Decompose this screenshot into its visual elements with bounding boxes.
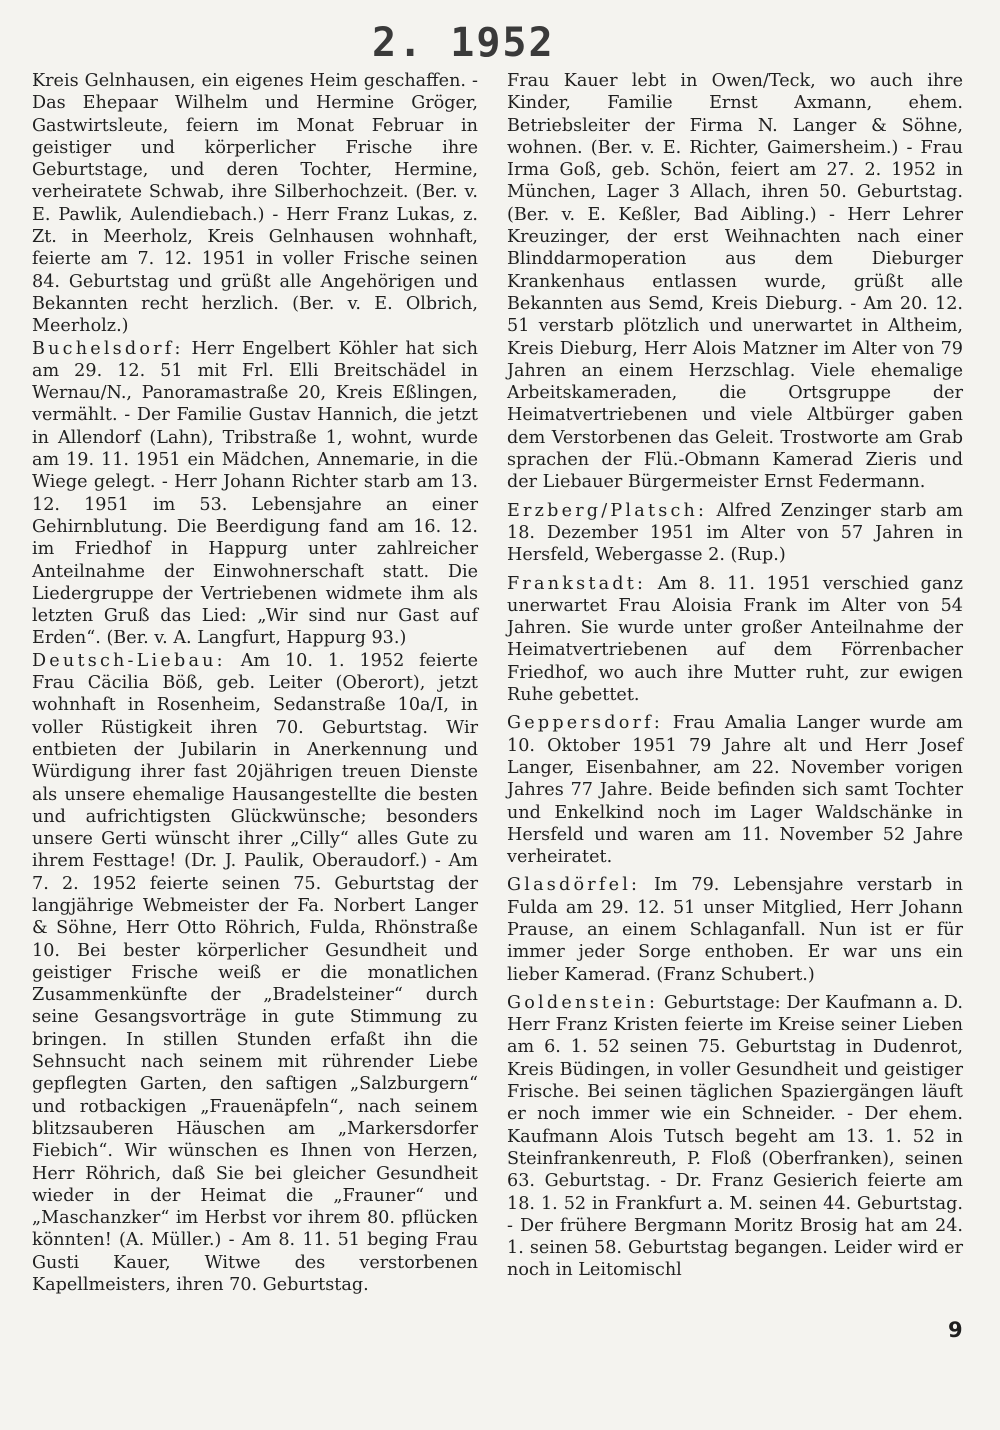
page-number: 9 <box>948 1318 963 1342</box>
entry-geppersdorf <box>507 712 963 868</box>
entry-deutsch-liebau <box>32 650 478 1297</box>
entry-text: Frau Kauer lebt in Owen/Teck, wo auch ihre Kinder, Familie Ernst Axmann, ehem. Betriebsleiter der Firma N. Langer & Söhne, wohnen. (Ber. v. E. Richter, Gaimersheim.) - Frau Irma Goß, geb. Schön, feiert am 27. 2. 1952 in München, Lager 3 Allach, ihren 50. Geburtstag. (Ber. v. E. Keßler, Bad Aibling.) - Herr Lehrer Kreuzinger, der erst Weihnachten nach einer Blinddarmoperation aus dem Dieburger Krankenhaus entlassen wurde, grüßt alle Bekannten aus Semd, Kreis Dieburg. - Am 20. 12. 51 verstarb plötzlich und unerwartet in Altheim, Kreis Dieburg, Herr Alois Matzner im Alter von 79 Jahren an einem Herzschlag. Viele ehemalige Arbeitskameraden, die Ortsgruppe der Heimatvertriebenen und viele Altbürger gaben dem Verstorbenen das Geleit. Trostworte am Grab sprachen der Flü.-Obmann Kamerad Zieris und der Liebauer Bürgermeister Ernst Federmann. <box>507 71 963 493</box>
place-name: Erzberg/Platsch: <box>507 500 708 521</box>
place-name: Buchelsdorf: <box>32 338 184 359</box>
entry-text: Im 79. Lebensjahre verstarb in Fulda am 29. 12. 51 unser Mitglied, Herr Johann Prause, an einem Schlaganfall. Nun ist er für immer jeder Sorge enthoben. Er war uns ein lieber Kamerad. (Franz Schubert.) <box>507 875 963 985</box>
place-name: Goldenstein: <box>507 992 659 1013</box>
entry-text: Geburtstage: Der Kaufmann a. D. Herr Franz Kristen feierte im Kreise seiner Lieben am 6. 1. 52 seinen 75. Geburtstag in Dudenrot, Kreis Büdingen, in voller Gesundheit und geistiger Frische. Bei seinen täglichen Spaziergängen läuft er noch immer wie ein Schneider. - Der ehem. Kaufmann Alois Tutsch begeht am 13. 1. 52 in Steinfrankenreuth, P. Floß (Oberfranken), seinen 63. Geburtstag. - Dr. Franz Gesierich feierte am 18. 1. 52 in Frankfurt a. M. seinen 44. Geburtstag. - Der frühere Bergmann Moritz Brosig hat am 24. 1. seinen 58. Geburtstag begangen. Leider wird er noch in Leitomischl <box>507 992 963 1281</box>
entry-frankstadt <box>507 573 963 707</box>
place-name: Glasdörfel: <box>507 875 641 896</box>
entry-text: Frau Amalia Langer wurde am 10. Oktober 1951 79 Jahre alt und Herr Josef Langer, Eisenbahner, am 22. November vorigen Jahres 77 Jahre. Beide befinden sich samt Tochter und Enkelkind noch im Lager Waldschänke in Hersfeld und waren am 11. November 52 Jahre verheiratet. <box>507 713 963 868</box>
place-name: Deutsch-Liebau: <box>32 650 226 671</box>
entry-text: Herr Engelbert Köhler hat sich am 29. 12. 51 mit Frl. Elli Breitschädel in Wernau/N., Panoramastraße 20, Kreis Eßlingen, vermählt. - Der Familie Gustav Hannich, die jetzt in Allendorf (Lahn), Tribstraße 1, wohnt, wurde am 19. 11. 1951 ein Mädchen, Annemarie, in die Wiege gelegt. - Herr Johann Richter starb am 13. 12. 1951 im 53. Lebensjahre an einer Gehirnblutung. Die Beerdigung fand am 16. 12. im Friedhof in Happurg unter zahlreicher Anteilnahme der Einwohnerschaft statt. Die Liedergruppe der Vertriebenen widmete ihm als letzten Gruß das Lied: „Wir sind nur Gast auf Erden“. (Ber. v. A. Langfurt, Happurg 93.) <box>32 338 478 649</box>
place-name: Geppersdorf: <box>507 713 663 734</box>
entry-goldenstein <box>507 992 963 1282</box>
entry-text: Kreis Gelnhausen, ein eigenes Heim geschaffen. - Das Ehepaar Wilhelm und Hermine Gröger, Gastwirtsleute, feiern im Monat Februar in geistiger und körperlicher Frische ihre Geburtstage, und deren Tochter, Hermine, verheiratete Schwab, ihre Silberhochzeit. (Ber. v. E. Pawlik, Aulendiebach.) - Herr Franz Lukas, z. Zt. in Meerholz, Kreis Gelnhausen wohnhaft, feierte am 7. 12. 1951 in voller Frische seinen 84. Geburtstag und grüßt alle Angehörigen und Bekannten recht herzlich. (Ber. v. E. Olbrich, Meerholz.) <box>32 71 478 337</box>
entry-text: Am 8. 11. 1951 verschied ganz unerwartet Frau Aloisia Frank im Alter von 54 Jahren. Sie wurde unter großer Anteilnahme der Heimatvertriebenen auf dem Förrenbacher Friedhof, wo auch ihre Mutter ruht, zur ewigen Ruhe gebettet. <box>507 573 963 706</box>
right-column <box>507 70 963 1282</box>
entry-text: Alfred Zenzinger starb am 18. Dezember 1951 im Alter von 57 Jahren in Hersfeld, Webergasse 2. (Rup.) <box>507 500 963 566</box>
place-name: Frankstadt: <box>507 573 647 594</box>
entry-text: Am 10. 1. 1952 feierte Frau Cäcilia Böß, geb. Leiter (Oberort), jetzt wohnhaft in Rosenheim, Sedanstraße 10a/I, in voller Rüstigkeit ihren 70. Geburtstag. Wir entbieten der Jubilarin in Anerkennung und Würdigung ihrer fast 20jährigen treuen Dienste als unsere ehemalige Hausangestellte die besten und aufrichtigsten Glückwünsche; besonders unsere Gerti wünscht ihrer „Cilly“ alles Gute zu ihrem Festtage! (Dr. J. Paulik, Oberaudorf.) - Am 7. 2. 1952 feierte seinen 75. Geburtstag der langjährige Webmeister der Fa. Norbert Langer & Söhne, Herr Otto Röhrich, Fulda, Rhönstraße 10. Bei bester körperlicher Gesundheit und geistiger Frische weiß er die monatlichen Zusammenkünfte der „Bradelsteiner“ durch seine Gesangsvorträge in gute Stimmung zu bringen. In stillen Stunden erfaßt ihn die Sehnsucht nach seinem mit rührender Liebe gepflegten Garten, den saftigen „Salzburgern“ und rotbackigen „Frauenäpfeln“, nach seinem blitzsauberen Häuschen am „Markersdorfer Fiebich“. Wir wünschen es Ihnen von Herzen, Herr Röhrich, daß Sie bei gleicher Gesundheit wieder in der Heimat die „Frauner“ und „Maschanzker“ im Herbst vor ihrem 80. pflücken könnten! (A. Müller.) - Am 8. 11. 51 beging Frau Gusti Kauer, Witwe des verstorbenen Kapellmeisters, ihren 70. Geburtstag. <box>32 650 478 1296</box>
date-stamp: 2. 1952 <box>372 20 555 66</box>
entry-buchelsdorf <box>32 338 478 650</box>
entry-erzberg-platsch <box>507 500 963 567</box>
left-column <box>32 70 478 1296</box>
entry-glasdoerfel <box>507 874 963 985</box>
